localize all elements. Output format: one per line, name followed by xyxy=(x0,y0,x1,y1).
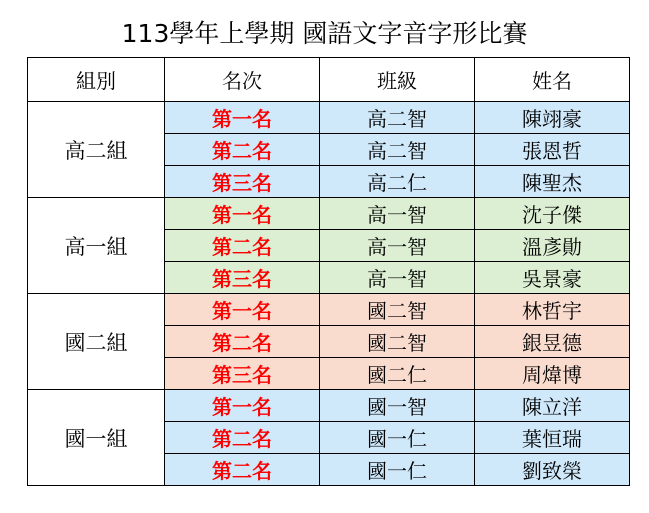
class-cell: 國二仁 xyxy=(320,358,475,390)
table-body xyxy=(28,102,630,486)
table-header xyxy=(28,58,630,102)
student-name-cell: 周煒博 xyxy=(475,358,630,390)
rank-cell: 第一名 xyxy=(165,390,320,422)
header-group: 組別 xyxy=(28,58,165,102)
rank-cell: 第三名 xyxy=(165,166,320,198)
class-cell: 高二智 xyxy=(320,102,475,134)
class-cell: 高一智 xyxy=(320,198,475,230)
student-name-cell: 沈子傑 xyxy=(475,198,630,230)
class-cell: 國一智 xyxy=(320,390,475,422)
rank-cell: 第一名 xyxy=(165,294,320,326)
rank-cell: 第三名 xyxy=(165,262,320,294)
class-cell: 國一仁 xyxy=(320,454,475,486)
student-name-cell: 劉致榮 xyxy=(475,454,630,486)
class-cell: 高一智 xyxy=(320,230,475,262)
student-name-cell: 張恩哲 xyxy=(475,134,630,166)
rank-cell: 第二名 xyxy=(165,230,320,262)
rank-cell: 第二名 xyxy=(165,134,320,166)
class-cell: 國二智 xyxy=(320,294,475,326)
rank-cell: 第一名 xyxy=(165,102,320,134)
group-label: 高二組 xyxy=(28,102,165,198)
student-name-cell: 葉恒瑞 xyxy=(475,422,630,454)
group-label: 國一組 xyxy=(28,390,165,486)
student-name-cell: 溫彥勛 xyxy=(475,230,630,262)
group-label: 高一組 xyxy=(28,198,165,294)
student-name-cell: 林哲宇 xyxy=(475,294,630,326)
rank-cell: 第二名 xyxy=(165,454,320,486)
group-label: 國二組 xyxy=(28,294,165,390)
rank-cell: 第一名 xyxy=(165,198,320,230)
rank-cell: 第二名 xyxy=(165,326,320,358)
header-row xyxy=(28,58,630,102)
rank-cell: 第二名 xyxy=(165,422,320,454)
class-cell: 國一仁 xyxy=(320,422,475,454)
rank-cell: 第三名 xyxy=(165,358,320,390)
table-row xyxy=(28,390,630,422)
header-class: 班級 xyxy=(320,58,475,102)
student-name-cell: 陳翊豪 xyxy=(475,102,630,134)
student-name-cell: 銀昱德 xyxy=(475,326,630,358)
class-cell: 高二仁 xyxy=(320,166,475,198)
table-row xyxy=(28,198,630,230)
class-cell: 高二智 xyxy=(320,134,475,166)
class-cell: 高一智 xyxy=(320,262,475,294)
table-row xyxy=(28,294,630,326)
header-rank: 名次 xyxy=(165,58,320,102)
table-row xyxy=(28,102,630,134)
student-name-cell: 陳立洋 xyxy=(475,390,630,422)
class-cell: 國二智 xyxy=(320,326,475,358)
page-title: 113學年上學期 國語文字音字形比賽 xyxy=(121,19,528,48)
student-name-cell: 吳景豪 xyxy=(475,262,630,294)
header-name: 姓名 xyxy=(475,58,630,102)
student-name-cell: 陳聖杰 xyxy=(475,166,630,198)
results-table xyxy=(27,57,630,486)
